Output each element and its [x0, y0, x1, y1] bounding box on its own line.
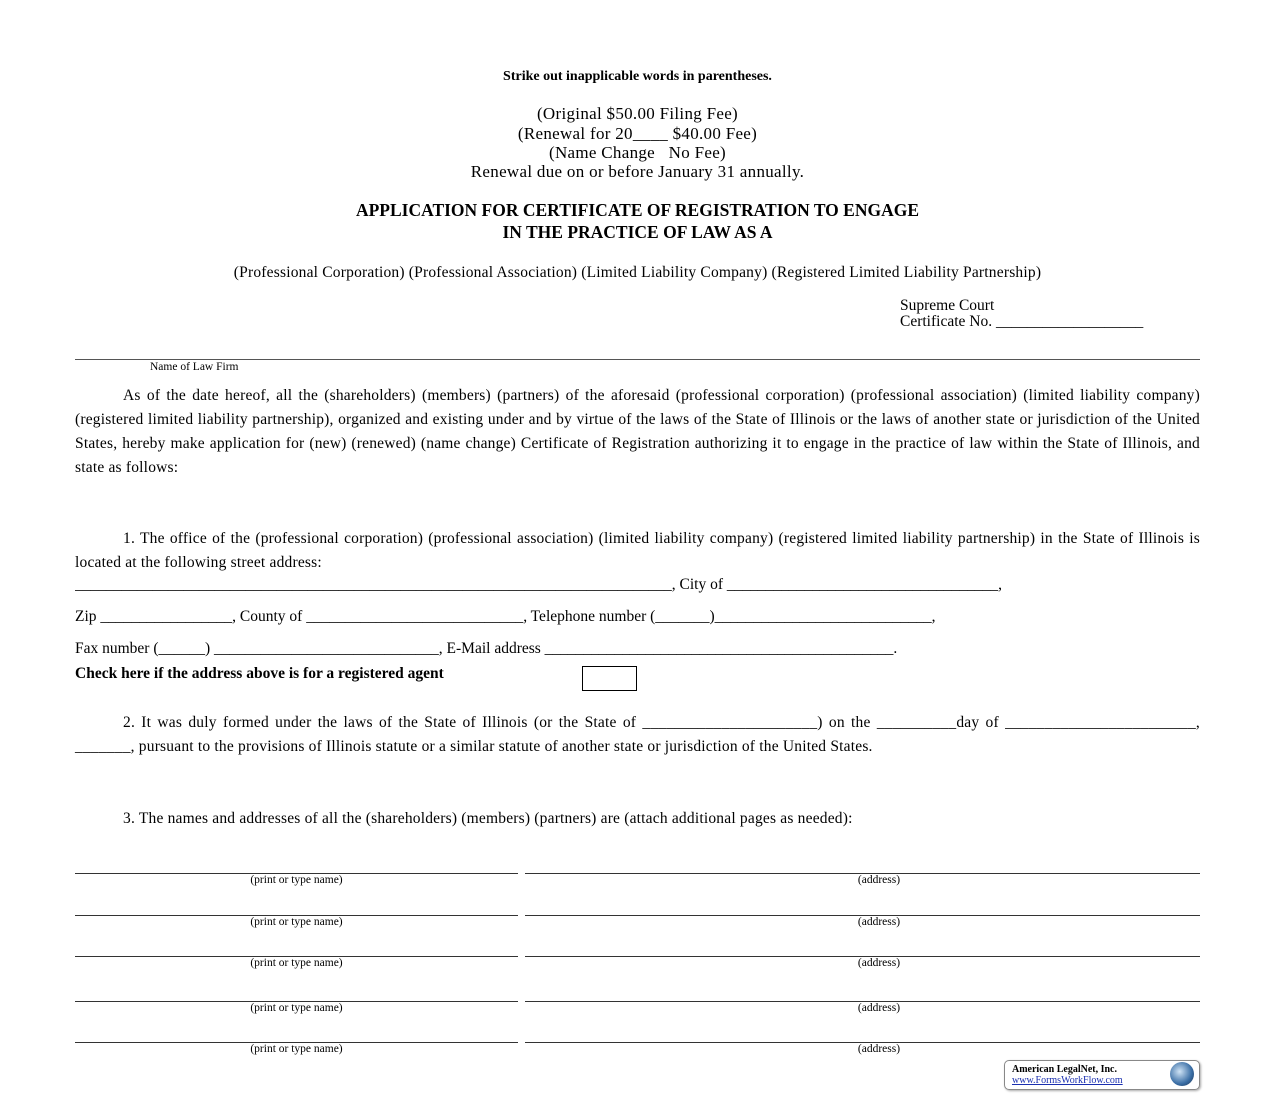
street-city-field[interactable]: _____________________________________________________________________________, City of ___________________________________,: [75, 576, 1002, 593]
item-3-members: 3. The names and addresses of all the (shareholders) (members) (partners) are (attach additional pages as needed):: [123, 810, 853, 827]
instruction: Strike out inapplicable words in parentheses.: [503, 69, 772, 84]
renewal-due: Renewal due on or before January 31 annually.: [470, 162, 805, 181]
member-address-label: (address): [857, 1002, 901, 1014]
fee-name-change: (Name Change No Fee): [548, 143, 726, 162]
title-line-2: IN THE PRACTICE OF LAW AS A: [502, 222, 773, 242]
zip-county-phone-field[interactable]: Zip _________________, County of ____________________________, Telephone number (_______)____________________________,: [75, 608, 936, 625]
entity-types: (Professional Corporation) (Professional Association) (Limited Liability Company) (Registered Limited Liability Partnership): [233, 264, 1042, 281]
item-2-formation[interactable]: 2. It was duly formed under the laws of the State of Illinois (or the State of ______________________) on the __________day of ________________________, _______, pursuant to the provisions of Illinois statute or a similar statute of another state or jurisdiction of the United States.: [75, 714, 1200, 755]
member-address-label: (address): [857, 916, 901, 928]
member-address-label: (address): [857, 957, 901, 969]
supreme-court-label: Supreme Court: [900, 297, 995, 314]
certificate-no-field[interactable]: Certificate No. ___________________: [900, 313, 1144, 330]
member-name-label: (print or type name): [250, 1043, 343, 1055]
american-legalnet-logo[interactable]: [1004, 1060, 1200, 1090]
title-line-1: APPLICATION FOR CERTIFICATE OF REGISTRATION TO ENGAGE: [355, 200, 920, 220]
law-firm-name-label: Name of Law Firm: [150, 361, 239, 373]
member-name-label: (print or type name): [250, 874, 343, 886]
member-address-label: (address): [857, 874, 901, 886]
member-name-label: (print or type name): [250, 1002, 343, 1014]
globe-icon: [1170, 1062, 1194, 1086]
logo-company: American LegalNet, Inc.: [1012, 1064, 1117, 1075]
intro-paragraph: As of the date hereof, all the (shareholders) (members) (partners) of the aforesaid (professional corporation) (professional association) (limited liability company) (registered limited liability partnership), organized and existing under and by virtue of the laws of the State of Illinois or the laws of another state or jurisdiction of the United States, hereby make application for (new) (renewed) (name change) Certificate of Registration authorizing it to engage in the practice of law within the State of Illinois, and state as follows:: [75, 387, 1200, 476]
member-name-label: (print or type name): [250, 916, 343, 928]
logo-url-link[interactable]: www.FormsWorkFlow.com: [1012, 1075, 1123, 1086]
fee-renewal: (Renewal for 20____ $40.00 Fee): [517, 124, 758, 143]
law-firm-name-line[interactable]: [75, 359, 1200, 360]
registered-agent-label: Check here if the address above is for a registered agent: [75, 665, 444, 682]
member-name-label: (print or type name): [250, 957, 343, 969]
item-1-office-address: 1. The office of the (professional corporation) (professional association) (limited liability company) (registered limited liability partnership) in the State of Illinois is located at the following street address:: [75, 530, 1200, 571]
fee-original: (Original $50.00 Filing Fee): [536, 104, 739, 123]
member-address-label: (address): [857, 1043, 901, 1055]
registered-agent-checkbox[interactable]: [582, 666, 637, 691]
fax-email-field[interactable]: Fax number (______) _____________________________, E-Mail address _____________________________________________.: [75, 640, 898, 657]
